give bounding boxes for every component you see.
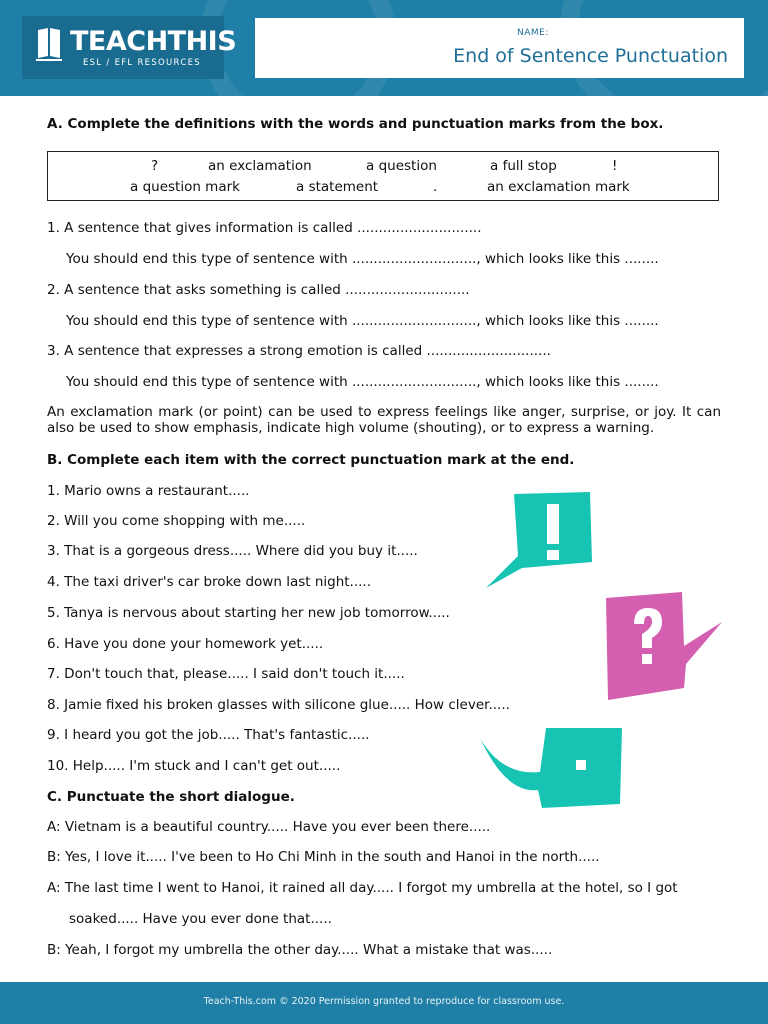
word-box-item: a full stop [490, 158, 557, 174]
footer-banner [0, 982, 768, 1024]
book-icon [34, 26, 64, 62]
name-label: NAME: [517, 28, 549, 38]
word-box-item: a question [366, 158, 437, 174]
full-stop-bubble-icon [476, 724, 626, 814]
exercise-item: 6. Have you done your homework yet..... [47, 636, 324, 652]
dialogue-line: B: Yes, I love it..... I've been to Ho Chi Minh in the south and Hanoi in the north..... [47, 849, 600, 865]
word-box [47, 151, 719, 201]
exclamation-bubble-icon [484, 490, 596, 590]
page-title: End of Sentence Punctuation [453, 45, 728, 67]
exercise-item: 7. Don't touch that, please..... I said don't touch it..... [47, 666, 405, 682]
section-a-heading: A. Complete the definitions with the words and punctuation marks from the box. [47, 116, 664, 132]
word-box-item: an exclamation mark [487, 179, 630, 195]
logo-text: TEACHTHIS [70, 26, 237, 57]
section-c-heading: C. Punctuate the short dialogue. [47, 789, 295, 805]
dialogue-line: A: Vietnam is a beautiful country..... Have you ever been there..... [47, 819, 491, 835]
word-box-item: a statement [296, 179, 379, 195]
question-bubble-icon [600, 588, 725, 703]
exercise-item: 3. That is a gorgeous dress..... Where did you buy it..... [47, 543, 418, 559]
definition-line: You should end this type of sentence with ............................., which looks like this ........ [66, 251, 659, 267]
dialogue-line: soaked..... Have you ever done that..... [69, 911, 332, 927]
exercise-item: 9. I heard you got the job..... That's fantastic..... [47, 727, 370, 743]
dialogue-line: A: The last time I went to Hanoi, it rained all day..... I forgot my umbrella at the hotel, so I got [47, 880, 678, 896]
exercise-item: 8. Jamie fixed his broken glasses with silicone glue..... How clever..... [47, 697, 510, 713]
word-box-item: an exclamation [208, 158, 312, 174]
logo [22, 16, 237, 79]
word-box-item: a question mark [130, 179, 240, 195]
exercise-item: 10. Help..... I'm stuck and I can't get out..... [47, 758, 341, 774]
exercise-item: 5. Tanya is nervous about starting her new job tomorrow..... [47, 605, 450, 621]
logo-subtitle: ESL / EFL RESOURCES [83, 58, 201, 68]
definition-line: 2. A sentence that asks something is called ............................. [47, 282, 470, 298]
exercise-item: 4. The taxi driver's car broke down last night..... [47, 574, 372, 590]
definition-line: 3. A sentence that expresses a strong emotion is called ............................. [47, 343, 551, 359]
exclamation-note: An exclamation mark (or point) can be used to express feelings like anger, surprise, or joy. It can also be used to show emphasis, indicate high volume (shouting), or to express a warning. [47, 404, 721, 436]
word-box-item: ? [151, 158, 159, 174]
exercise-item: 2. Will you come shopping with me..... [47, 513, 306, 529]
dialogue-line: B: Yeah, I forgot my umbrella the other day..... What a mistake that was..... [47, 942, 553, 958]
title-box [255, 18, 744, 78]
word-box-item: . [433, 179, 438, 195]
definition-line: 1. A sentence that gives information is called ............................. [47, 220, 482, 236]
definition-line: You should end this type of sentence with ............................., which looks like this ........ [66, 313, 659, 329]
section-b-heading: B. Complete each item with the correct punctuation mark at the end. [47, 452, 575, 468]
footer-copyright: Teach-This.com © 2020 Permission granted to reproduce for classroom use. [203, 996, 565, 1007]
word-box-item: ! [612, 158, 618, 174]
definition-line: You should end this type of sentence with ............................., which looks like this ........ [66, 374, 659, 390]
header-banner [0, 0, 768, 96]
exercise-item: 1. Mario owns a restaurant..... [47, 483, 250, 499]
